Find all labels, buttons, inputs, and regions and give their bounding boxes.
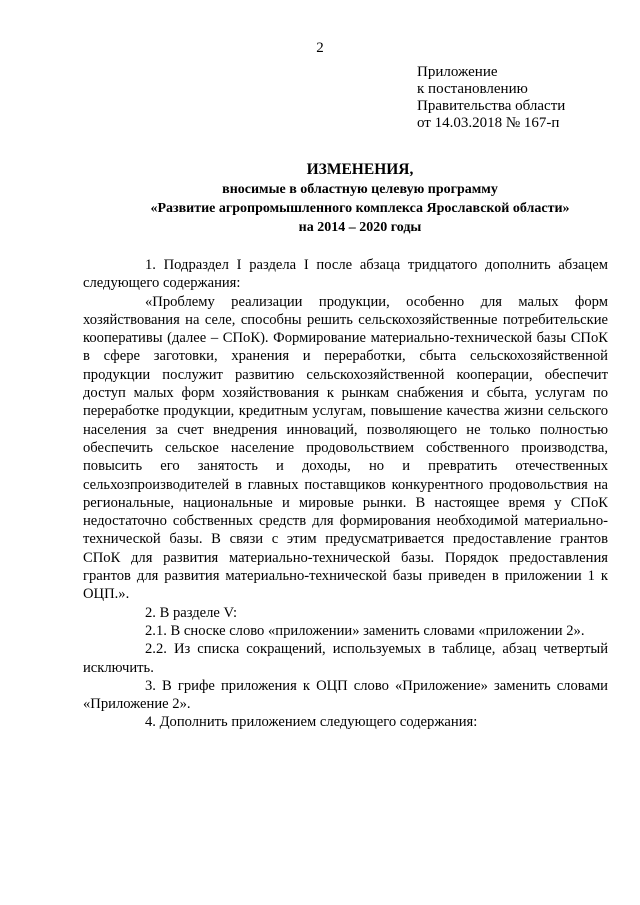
title-period: на 2014 – 2020 годы xyxy=(298,220,422,235)
appendix-line: к постановлению xyxy=(417,81,528,97)
appendix-line: Правительства области xyxy=(417,98,566,114)
paragraph-quote: «Проблему реализации продукции, особенно для малых форм хозяйствования на селе, способны решить сельскохозяйственные потребительские кооперативы (далее – СПоК). Формирование материально-технической базы СПоК в сфере заготовки, хранения и переработки, сбыта сельскохозяйственной продукции послужит развитию сельскохозяйственной кооперации, обеспечит доступ малых форм хозяйствования к рынкам снабжения и сбыта, услугам по переработке продукции, кредитным услугам, повышение качества жизни сельского населения за счет внедрения инноваций, позволяющего не только полностью обеспечить сельское население продовольствием собственного производства, повысить его занятость и доходы, но и превратить отечественных сельхозпроизводителей в главных поставщиков конкурентного продовольствия на региональные, национальные и мировые рынки. В настоящее время у СПоК недостаточно собственных средств для формирования необходимой материально-технической базы. В связи с этим предусматривается предоставление грантов СПоК для развития материально-технической базы. Порядок предоставления грантов для развития материально-технической базы приведен в приложении 1 к ОЦП.». xyxy=(83,293,608,603)
paragraph: 4. Дополнить приложением следующего содержания: xyxy=(145,714,478,731)
paragraph: 1. Подраздел I раздела I после абзаца тридцатого дополнить абзацем следующего содержания: xyxy=(83,257,608,292)
paragraph: 2.2. Из списка сокращений, используемых в таблице, абзац четвертый исключить. xyxy=(83,641,608,676)
paragraph: 3. В грифе приложения к ОЦП слово «Приложение» заменить словами «Приложение 2». xyxy=(83,677,608,713)
appendix-line: Приложение xyxy=(417,64,498,80)
paragraph: 2.1. В сноске слово «приложении» заменить словами «приложении 2». xyxy=(145,622,585,639)
paragraph: 2. В разделе V: xyxy=(145,604,238,621)
title-program-name: «Развитие агропромышленного комплекса Ярославской области» xyxy=(150,201,570,216)
appendix-line: от 14.03.2018 № 167-п xyxy=(417,115,560,131)
document-title xyxy=(80,160,640,237)
document-body xyxy=(83,256,608,732)
title-subline: вносимые в областную целевую программу xyxy=(222,182,498,197)
page-number: 2 xyxy=(316,40,324,56)
appendix-stamp xyxy=(417,64,565,132)
title-heading: ИЗМЕНЕНИЯ, xyxy=(306,161,414,178)
